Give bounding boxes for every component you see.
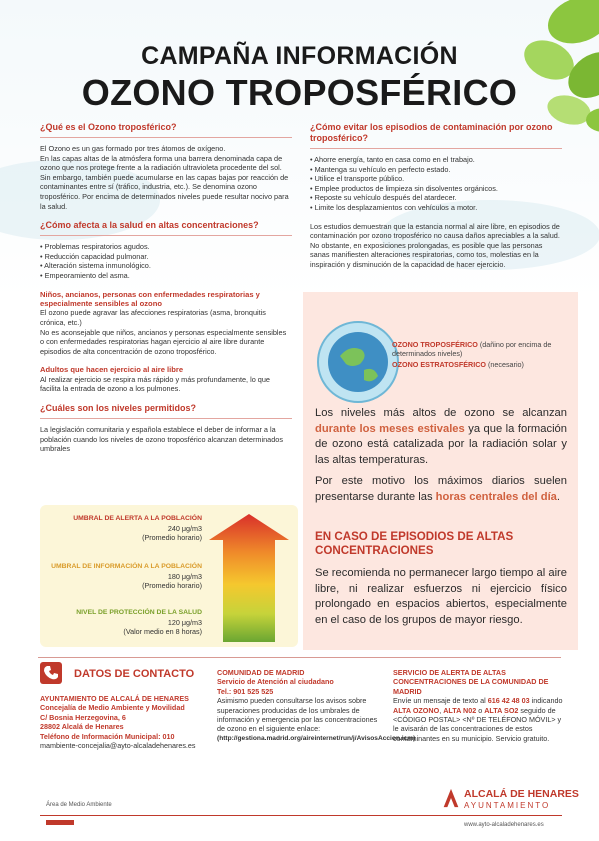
threshold-note: (Valor medio en 8 horas) — [123, 627, 202, 637]
threshold-value: 180 μg/m3 — [167, 571, 202, 581]
alert-text-1: Envíe un mensaje de texto al — [393, 696, 486, 706]
madrid-block — [217, 668, 416, 743]
threshold-note: (Promedio horario) — [142, 533, 202, 543]
list-item: • Empeoramiento del asma. — [40, 270, 130, 280]
contact-address: C/ Bosnia Herzegovina, 6 — [40, 712, 126, 722]
text-risk-groups: El ozono puede agravar las afecciones respiratorias (asma, bronquitis crónica, etc.) No es aconsejable que niños, ancianos y personas especialmente sensibles o con enfermedades respiratorias hagan ejercicio al aire libre durante episodios de alta concentración de ozono troposférico. — [40, 308, 287, 356]
subheading-exercise: Adultos que hacen ejercicio al aire libre — [40, 365, 184, 375]
threshold-name: UMBRAL DE INFORMACIÓN A LA POBLACIÓN — [51, 563, 202, 570]
threshold-name: UMBRAL DE ALERTA A LA POBLACIÓN — [73, 515, 202, 522]
list-item: • Reducción capacidad pulmonar. — [40, 251, 149, 261]
health-effects-list — [40, 242, 292, 280]
summer-paragraph — [315, 406, 567, 468]
small-logo — [46, 820, 74, 825]
summer-highlight: durante los meses estivales — [315, 422, 465, 435]
divider — [40, 235, 292, 236]
divider — [310, 148, 562, 149]
threshold-note: (Promedio horario) — [142, 581, 202, 591]
text-levels: La legislación comunitaria y española establece el deber de informar a la población cuando los niveles de ozono troposférico alcanzan determinados umbrales — [40, 424, 283, 454]
alert-text-4: seguido de <CÓDIGO POSTAL> <Nº DE TELÉFONO MÓVIL> y le avisarán de las concentraciones de estos contaminantes en su municipio. Servicio gratuito. — [393, 705, 562, 743]
list-item: • Ahorre energía, tanto en casa como en el trabajo. — [310, 155, 475, 164]
alert-number: 616 42 48 03 — [487, 696, 530, 706]
label-tropospheric — [392, 340, 572, 358]
heading-health: ¿Cómo afecta a la salud en altas concentraciones? — [40, 220, 259, 231]
title-line-1: CAMPAÑA INFORMACIÓN — [141, 42, 458, 70]
contact-dept: Concejalía de Medio Ambiente y Movilidad — [40, 703, 185, 713]
peak-hours-paragraph — [315, 474, 567, 505]
contact-block — [40, 694, 215, 750]
earth-icon — [316, 320, 400, 404]
city-logo — [440, 786, 579, 816]
list-item: • Utilice el transporte público. — [310, 174, 405, 184]
summer-text-a: Los niveles más altos de ozono se alcanzan — [315, 407, 567, 419]
list-item: • Limite los desplazamientos con vehículos a motor. — [310, 202, 478, 212]
right-column — [310, 122, 562, 279]
text-studies: Los estudios demuestran que la estancia normal al aire libre, en episodios de contaminación por ozono troposférico no causa daños apreciables a la salud. No obstante, en exposiciones prolongadas, es posible que las personas sanas manifiesten alteraciones respiratorias, como tos, molestias en la inspiración y disminución de la capacidad de hacer ejercicio. — [310, 221, 560, 269]
contact-phone: Teléfono de Información Municipal: 010 — [40, 731, 175, 741]
footer-divider — [38, 657, 561, 658]
threshold-value: 240 μg/m3 — [167, 523, 202, 533]
alert-keyword-so2: ALTA SO2 — [484, 705, 519, 715]
phone-icon — [40, 662, 62, 684]
alert-text: Envíe un mensaje de texto al 616 42 48 03 indicando ALTA OZONO, ALTA N02 o ALTA SO2 seguido de <CÓDIGO POSTAL> <Nº DE TELÉFONO MÓVIL> y le avisarán de las concentraciones de estos contaminantes en su municipio. Servicio gratuito. — [393, 696, 563, 743]
city-emblem-icon — [440, 786, 462, 810]
label-stratospheric-name: OZONO ESTRATOSFÉRICO — [392, 360, 486, 369]
website-link[interactable]: www.ayto-alcaladehenares.es — [464, 822, 544, 828]
alert-block — [393, 668, 563, 743]
alert-text-3: o — [478, 705, 483, 715]
area-label: Área de Medio Ambiente — [46, 802, 112, 808]
peak-text-b: . — [556, 490, 561, 503]
heading-prevention: ¿Cómo evitar los episodios de contaminación por ozono troposférico? — [310, 122, 553, 143]
logo-subtitle: AYUNTAMIENTO — [464, 801, 551, 810]
label-tropospheric-note: (dañino por encima de determinados niveles) — [392, 340, 552, 358]
label-stratospheric — [392, 360, 572, 369]
list-item: • Reposte su vehículo después del atardecer. — [310, 193, 457, 203]
contact-email[interactable]: mambiente-concejalia@ayto-alcaladehenares.es — [40, 741, 196, 751]
summer-text-b: ya que la formación de ozono está catalizada por la radiación solar y las altas temperaturas. — [315, 422, 567, 466]
peak-highlight: horas centrales del día — [435, 490, 557, 503]
recommendation-paragraph: Se recomienda no permanecer largo tiempo al aire libre, ni realizar esfuerzos ni ejercicio físico prolongado en espacios abiertos, especialmente en el caso de los grupos de mayor riesgo. — [315, 567, 567, 626]
level-arrow-graphic — [209, 514, 289, 642]
subheading-risk-groups: Niños, ancianos, personas con enfermedades respiratorias y especialmente sensibles al ozono — [40, 289, 260, 308]
label-tropospheric-name: OZONO TROPOSFÉRICO — [392, 340, 478, 349]
left-column — [40, 122, 292, 463]
list-item: • Mantenga su vehículo en perfecto estado. — [310, 164, 451, 174]
madrid-title: COMUNIDAD DE MADRID — [217, 668, 305, 677]
threshold-protection — [50, 608, 202, 637]
peak-text-a: Por este motivo los máximos diarios suelen presentarse durante las — [315, 475, 567, 503]
divider — [40, 418, 292, 419]
heading-levels: ¿Cuáles son los niveles permitidos? — [40, 402, 197, 413]
list-item: • Emplee productos de limpieza sin disolventes orgánicos. — [310, 183, 498, 193]
list-item: • Problemas respiratorios agudos. — [40, 242, 150, 252]
contact-city: 28802 Alcalá de Henares — [40, 722, 124, 732]
alert-title: SERVICIO DE ALERTA DE ALTAS CONCENTRACIONES DE LA COMUNIDAD DE MADRID — [393, 668, 549, 696]
madrid-tel: Tel.: 901 525 525 — [217, 686, 274, 696]
divider — [40, 137, 292, 138]
madrid-service: Servicio de Atención al ciudadano — [217, 677, 334, 687]
logo-name: ALCALÁ DE HENARES — [464, 788, 579, 800]
madrid-text: Asimismo pueden consultarse los avisos sobre superaciones producidas de los umbrales de información y emergencia por las concentraciones de ozono en el siguiente enlace: — [217, 696, 378, 734]
label-stratospheric-note: (necesario) — [487, 360, 524, 369]
alert-text-2: indicando — [531, 696, 563, 706]
heading-what-is: ¿Qué es el Ozono troposférico? — [40, 122, 177, 132]
episodes-heading: EN CASO DE EPISODIOS DE ALTAS CONCENTRACIONES — [315, 530, 514, 557]
alert-keyword-no2: ALTA N02 — [443, 705, 477, 715]
threshold-alert — [50, 514, 202, 543]
contact-org: AYUNTAMIENTO DE ALCALÁ DE HENARES — [40, 694, 189, 703]
page-title: OZONO TROPOSFÉRICO — [81, 72, 518, 113]
madrid-link[interactable]: (http://gestiona.madrid.org/aireinternet/run/j/AvisosAccion.icm) — [217, 734, 416, 742]
list-item: • Alteración sistema inmunológico. — [40, 261, 151, 271]
contact-heading: DATOS DE CONTACTO — [74, 668, 195, 680]
threshold-information — [40, 562, 202, 591]
threshold-value: 120 μg/m3 — [167, 617, 202, 627]
text-what-is: El Ozono es un gas formado por tres átomos de oxígeno. En las capas altas de la atmósfera forma una barrera denominada capa de ozono que nos protege frente a la radiación ultravioleta procedente del sol. Sin embargo, también puede acumularse en las capas bajas por reacción de contaminantes entre sí (tráfico, industria, etc.). Se denomina ozono troposférico. Por encima de determinados niveles puede resultar nocivo para la salud. — [40, 144, 289, 211]
text-exercise: Al realizar ejercicio se respira más rápido y más profundamente, lo que facilita la entrada de ozono a los pulmones. — [40, 374, 270, 394]
prevention-list — [310, 155, 562, 213]
ozone-layer-labels — [392, 340, 572, 369]
alert-keyword-ozone: ALTA OZONO — [393, 705, 440, 715]
threshold-name: NIVEL DE PROTECCIÓN DE LA SALUD — [76, 609, 202, 616]
